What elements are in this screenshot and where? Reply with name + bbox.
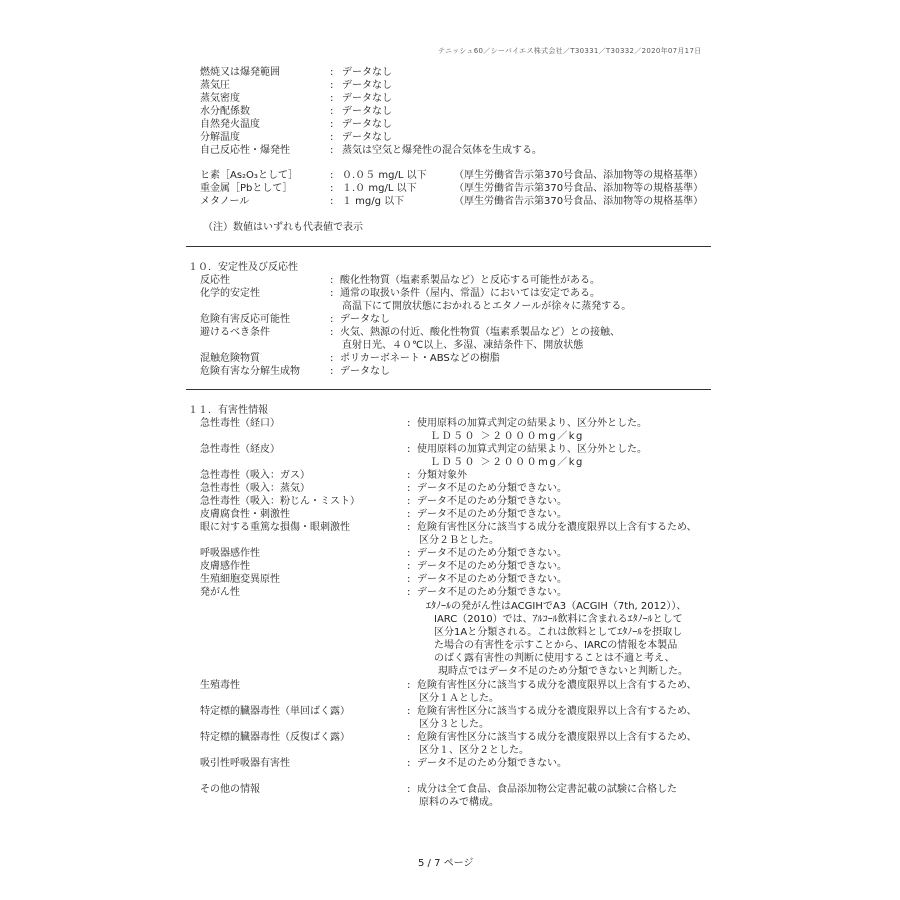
- toxicity-value: データ不足のため分類できない。: [417, 496, 567, 507]
- carcinogenicity-note-line: [0, 665, 900, 678]
- values-note: （注）数値はいずれも代表値で表示: [203, 222, 363, 233]
- colon: :: [407, 732, 411, 743]
- stability-label: 避けるべき条件: [200, 327, 270, 338]
- toxicity-row: [0, 783, 900, 796]
- toxicity-value: 危険有害性区分に該当する成分を濃度限界以上含有するため、: [417, 522, 697, 533]
- toxicity-value: データ不足のため分類できない。: [417, 574, 567, 585]
- toxicity-value-cont: 区分２Ｂとした。: [419, 535, 499, 546]
- ld50-row: [0, 456, 900, 469]
- colon: :: [330, 196, 334, 207]
- toxicity-label: 吸引性呼吸器有害性: [200, 758, 290, 769]
- toxicity-label: 発がん性: [200, 587, 240, 598]
- stability-row: [0, 274, 900, 287]
- toxicity-row-continuation: [0, 534, 900, 547]
- property-row: [0, 118, 900, 131]
- stability-row: [0, 352, 900, 365]
- ld50-row: [0, 430, 900, 443]
- toxicity-value-cont: 区分１Ａとした。: [419, 693, 499, 704]
- toxicity-label: 生殖毒性: [200, 680, 240, 691]
- colon: :: [407, 784, 411, 795]
- carcinogenicity-note: 現時点ではデータ不足のため分類できないと判断した。: [438, 666, 688, 677]
- colon: :: [407, 548, 411, 559]
- toxicity-row: [0, 508, 900, 521]
- stability-value: データなし: [340, 366, 390, 377]
- toxicity-row: [0, 573, 900, 586]
- toxicity-label: その他の情報: [200, 784, 260, 795]
- toxicity-label: 急性毒性（吸入：蒸気）: [200, 483, 310, 494]
- page-number: 5 / 7 ページ: [418, 858, 474, 869]
- toxicity-row-continuation: [0, 692, 900, 705]
- stability-label: 化学的安定性: [200, 288, 260, 299]
- colon: :: [407, 418, 411, 429]
- carcinogenicity-note-line: [0, 613, 900, 626]
- carcinogenicity-note: ｴﾀﾉｰﾙの発がん性はACGIHでA3（ACGIH（7th, 2012））、: [426, 601, 687, 612]
- colon: :: [407, 444, 411, 455]
- toxicity-label: 急性毒性（吸入：粉じん・ミスト）: [200, 496, 360, 507]
- colon: :: [330, 366, 334, 377]
- toxicity-row: [0, 495, 900, 508]
- property-row: [0, 144, 900, 157]
- metal-row: [0, 195, 900, 208]
- toxicity-value: 使用原料の加算式判定の結果より、区分外とした。: [417, 418, 647, 429]
- toxicity-value: データ不足のため分類できない。: [417, 483, 567, 494]
- toxicity-value-cont: 原料のみで構成。: [419, 797, 499, 808]
- stability-row: [0, 287, 900, 300]
- section-divider: [186, 246, 711, 247]
- carcinogenicity-note-line: [0, 652, 900, 665]
- toxicity-value: データ不足のため分類できない。: [417, 509, 567, 520]
- toxicity-row-continuation: [0, 796, 900, 809]
- stability-value-cont: 直射日光、４０℃以上、多湿、凍結条件下、開放状態: [342, 340, 584, 351]
- colon: :: [330, 353, 334, 364]
- colon: :: [330, 288, 334, 299]
- metal-row: [0, 169, 900, 182]
- carcinogenicity-note-line: [0, 600, 900, 613]
- carcinogenicity-note: た場合の有害性を示すことから、IARCの情報を本製品: [434, 640, 678, 651]
- stability-value: ポリカーボネート・ABSなどの樹脂: [340, 353, 500, 364]
- colon: :: [407, 522, 411, 533]
- toxicity-value: 使用原料の加算式判定の結果より、区分外とした。: [417, 444, 647, 455]
- property-label: 蒸気密度: [200, 93, 240, 104]
- toxicity-label: 急性毒性（経口）: [200, 418, 280, 429]
- stability-value: 火気、熱源の付近、酸化性物質（塩素系製品など）との接触、: [340, 327, 620, 338]
- property-value: データなし: [342, 132, 392, 143]
- property-value: データなし: [342, 67, 392, 78]
- colon: :: [407, 706, 411, 717]
- toxicity-row-continuation: [0, 718, 900, 731]
- colon: :: [407, 496, 411, 507]
- property-row: [0, 131, 900, 144]
- section-divider: [186, 389, 711, 390]
- carcinogenicity-note-line: [0, 626, 900, 639]
- property-value: データなし: [342, 119, 392, 130]
- colon: :: [407, 509, 411, 520]
- toxicity-row: [0, 482, 900, 495]
- toxicity-row: [0, 417, 900, 430]
- colon: :: [330, 119, 334, 130]
- stability-label: 混触危険物質: [200, 353, 260, 364]
- toxicity-label: 眼に対する重篤な損傷・眼刺激性: [200, 522, 350, 533]
- toxicity-value: データ不足のため分類できない。: [417, 758, 567, 769]
- property-row: [0, 79, 900, 92]
- toxicity-label: 特定標的臓器毒性（単回ばく露）: [200, 706, 350, 717]
- section-title: １０．安定性及び反応性: [188, 262, 298, 273]
- property-value: データなし: [342, 93, 392, 104]
- property-row: [0, 66, 900, 79]
- colon: :: [407, 758, 411, 769]
- toxicity-value: データ不足のため分類できない。: [417, 548, 567, 559]
- toxicity-value: 危険有害性区分に該当する成分を濃度限界以上含有するため、: [417, 680, 697, 691]
- toxicity-row: [0, 679, 900, 692]
- carcinogenicity-note-line: [0, 639, 900, 652]
- stability-row: [0, 313, 900, 326]
- stability-value-cont: 高温下にて開放状態におかれるとエタノールが徐々に蒸発する。: [342, 301, 632, 312]
- stability-row-continuation: [0, 300, 900, 313]
- toxicity-row: [0, 521, 900, 534]
- toxicity-label: 急性毒性（経皮）: [200, 444, 280, 455]
- ld50-value: ＬＤ５０ ＞２０００mg／kg: [430, 431, 584, 442]
- toxicity-row: [0, 586, 900, 599]
- colon: :: [330, 93, 334, 104]
- toxicity-row: [0, 443, 900, 456]
- metal-value: １.０ mg/L 以下: [342, 183, 417, 194]
- colon: :: [330, 327, 334, 338]
- property-label: 燃焼又は爆発範囲: [200, 67, 280, 78]
- stability-row: [0, 326, 900, 339]
- toxicity-value: 分類対象外: [417, 470, 467, 481]
- colon: :: [330, 106, 334, 117]
- stability-label: 危険有害な分解生成物: [200, 366, 300, 377]
- toxicity-row-continuation: [0, 744, 900, 757]
- toxicity-value: データ不足のため分類できない。: [417, 587, 567, 598]
- toxicity-label: 急性毒性（吸入：ガス）: [200, 470, 310, 481]
- toxicity-row: [0, 469, 900, 482]
- colon: :: [330, 275, 334, 286]
- toxicity-value-cont: 区分３とした。: [419, 719, 489, 730]
- property-row: [0, 92, 900, 105]
- metal-label: 重金属［Pbとして］: [200, 183, 293, 194]
- toxicity-row: [0, 547, 900, 560]
- metal-label: メタノール: [200, 196, 250, 207]
- ld50-value: ＬＤ５０ ＞２０００mg／kg: [430, 457, 584, 468]
- property-label: 自然発火温度: [200, 119, 260, 130]
- metal-row: [0, 182, 900, 195]
- property-value: 蒸気は空気と爆発性の混合気体を生成する。: [342, 145, 542, 156]
- property-label: 水分配係数: [200, 106, 250, 117]
- colon: :: [407, 483, 411, 494]
- colon: :: [407, 470, 411, 481]
- property-row: [0, 105, 900, 118]
- colon: :: [407, 587, 411, 598]
- carcinogenicity-note: 区分1Aと分類される。これは飲料としてｴﾀﾉｰﾙを摂取し: [434, 627, 683, 638]
- stability-value: 酸化性物質（塩素系製品など）と反応する可能性がある。: [340, 275, 600, 286]
- colon: :: [407, 680, 411, 691]
- metal-value: １ mg/g 以下: [342, 196, 405, 207]
- colon: :: [330, 145, 334, 156]
- toxicity-label: 皮膚感作性: [200, 561, 250, 572]
- stability-row-continuation: [0, 339, 900, 352]
- colon: :: [330, 183, 334, 194]
- toxicity-value: 危険有害性区分に該当する成分を濃度限界以上含有するため、: [417, 732, 697, 743]
- property-value: データなし: [342, 80, 392, 91]
- toxicity-label: 呼吸器感作性: [200, 548, 260, 559]
- toxicity-value: データ不足のため分類できない。: [417, 561, 567, 572]
- toxicity-row: [0, 731, 900, 744]
- stability-value: データなし: [340, 314, 390, 325]
- colon: :: [407, 574, 411, 585]
- colon: :: [330, 170, 334, 181]
- stability-row: [0, 365, 900, 378]
- carcinogenicity-note: IARC（2010）では、ｱﾙｺｰﾙ飲料に含まれるｴﾀﾉｰﾙとして: [434, 614, 683, 625]
- metal-label: ヒ素［As₂O₃として］: [200, 170, 298, 181]
- property-label: 分解温度: [200, 132, 240, 143]
- toxicity-value: 成分は全て食品、食品添加物公定書記載の試験に合格した: [417, 784, 677, 795]
- stability-label: 危険有害反応可能性: [200, 314, 290, 325]
- metal-note: （厚生労働省告示第370号食品、添加物等の規格基準）: [454, 170, 704, 181]
- toxicity-value: 危険有害性区分に該当する成分を濃度限界以上含有するため、: [417, 706, 697, 717]
- toxicity-row: [0, 560, 900, 573]
- toxicity-label: 皮膚腐食性・刺激性: [200, 509, 290, 520]
- document-header: テニッシュ60／シーバイエス株式会社／T30331／T30332／2020年07月17日: [438, 47, 702, 55]
- toxicity-label: 生殖細胞変異原性: [200, 574, 280, 585]
- metal-note: （厚生労働省告示第370号食品、添加物等の規格基準）: [454, 196, 704, 207]
- property-label: 自己反応性・爆発性: [200, 145, 290, 156]
- toxicity-label: 特定標的臓器毒性（反復ばく露）: [200, 732, 350, 743]
- property-value: データなし: [342, 106, 392, 117]
- stability-value: 通常の取扱い条件（屋内、常温）においては安定である。: [340, 288, 600, 299]
- colon: :: [407, 561, 411, 572]
- section-title: １１．有害性情報: [188, 405, 268, 416]
- colon: :: [330, 314, 334, 325]
- toxicity-row: [0, 705, 900, 718]
- colon: :: [330, 80, 334, 91]
- property-label: 蒸気圧: [200, 80, 230, 91]
- stability-label: 反応性: [200, 275, 230, 286]
- toxicity-row: [0, 757, 900, 770]
- colon: :: [330, 67, 334, 78]
- metal-value: ０.０５ mg/L 以下: [342, 170, 427, 181]
- toxicity-value-cont: 区分１、区分２とした。: [419, 745, 529, 756]
- carcinogenicity-note: のばく露有害性の判断に使用することは不適と考え、: [434, 653, 675, 664]
- colon: :: [330, 132, 334, 143]
- metal-note: （厚生労働省告示第370号食品、添加物等の規格基準）: [454, 183, 704, 194]
